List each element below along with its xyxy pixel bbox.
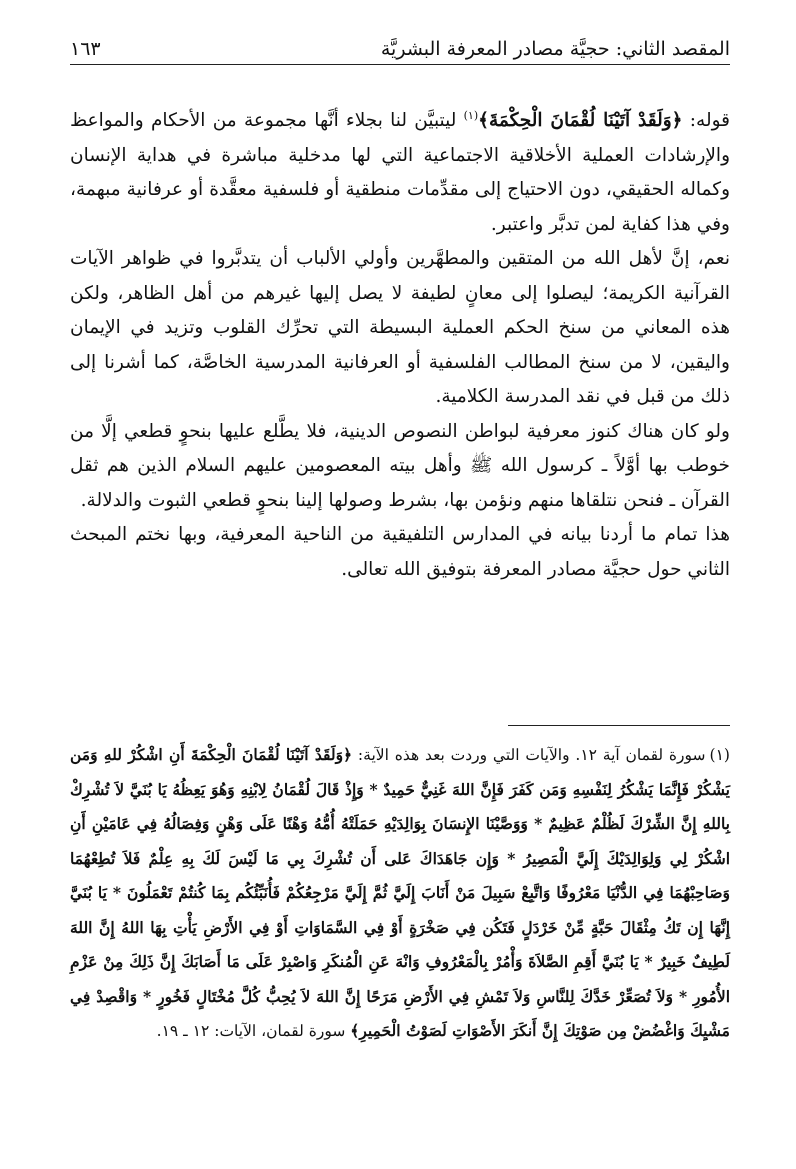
running-header bbox=[70, 26, 730, 65]
paragraph-1 bbox=[70, 104, 730, 242]
header-title: المقصد الثاني: حجيَّة مصادر المعرفة البشريَّة bbox=[380, 38, 730, 60]
footnote-separator bbox=[508, 725, 730, 726]
footnote-outro: سورة لقمان، الآيات: ١٢ ـ ١٩. bbox=[156, 1022, 351, 1040]
footnote-number: (١) bbox=[709, 746, 730, 764]
footnote-text bbox=[70, 738, 730, 1049]
footnote-reference[interactable]: (١) bbox=[463, 108, 479, 122]
quran-quote: ﴿وَلَقَدْ آتَيْنَا لُقْمَانَ الْحِكْمَةَ﴾ bbox=[478, 110, 683, 131]
paragraph-1-lead: قوله: bbox=[682, 110, 730, 131]
page-number: ١٦٣ bbox=[70, 38, 101, 60]
paragraph-4: هذا تمام ما أردنا بيانه في المدارس التلفيقية من الناحية المعرفية، وبها نختم المبحث الثاني حول حجيَّة مصادر المعرفة بتوفيق الله تعالى. bbox=[70, 524, 730, 580]
paragraph-2: نعم، إنَّ لأهل الله من المتقين والمطهَّرين وأولي الألباب أن يتدبَّروا في ظواهر الآيات القرآنية الكريمة؛ ليصلوا إلى معانٍ لطيفة لا يصل إليها غيرهم من أهل الظاهر، ولكن هذه المعاني من سنخ الحكم العملية البسيطة التي تحرِّك القلوب وتزيد في الإيمان واليقين، لا من سنخ المطالب الفلسفية أو العرفانية المدرسية الخاصَّة، كما أشرنا إلى ذلك من قبل في نقد المدرسة الكلامية. bbox=[70, 248, 730, 407]
main-text bbox=[70, 104, 730, 587]
paragraph-1-text: ليتبيَّن لنا بجلاء أنَّها مجموعة من الأحكام والمواعظ والإرشادات العملية الأخلاقية الاجتماعية التي لها مدخلية مباشرة في هداية الإنسان وكماله الحقيقي، دون الاحتياج إلى مقدِّمات منطقية أو فلسفية معقَّدة أو عرفانية مبهمة، وفي هذا كفاية لمن تدبَّر واعتبر. bbox=[70, 110, 730, 235]
footnote-intro: سورة لقمان آية ١٢. والآيات التي وردت بعد هذه الآية: bbox=[352, 746, 706, 764]
footnote bbox=[70, 738, 730, 1049]
footnote-quran-verses: ﴿وَلَقَدْ آتَيْنَا لُقْمَانَ الْحِكْمَةَ أَنِ اشْكُرْ للهِ وَمَن يَشْكُرْ فَإِنَّمَا يَشْكُرُ لِنَفْسِهِ وَمَن كَفَرَ فَإِنَّ اللهَ غَنِيٌّ حَمِيدٌ * وَإِذْ قَالَ لُقْمَانُ لِابْنِهِ وَهُوَ يَعِظُهُ يَا بُنَيَّ لاَ تُشْرِكْ بِاللهِ إِنَّ الشِّرْكَ لَظُلْمٌ عَظِيمٌ * وَوَصَّيْنَا الإِنسَانَ بِوَالِدَيْهِ حَمَلَتْهُ أُمُّهُ وَهْنًا عَلَى وَهْنٍ وَفِصَالُهُ فِي عَامَيْنِ أَنِ اشْكُرْ لِي وَلِوَالِدَيْكَ إِلَيَّ الْمَصِيرُ * وَإِن جَاهَدَاكَ عَلى أَن تُشْرِكَ بِي مَا لَيْسَ لَكَ بِهِ عِلْمٌ فَلاَ تُطِعْهُمَا وَصَاحِبْهُمَا فِي الدُّنْيَا مَعْرُوفًا وَاتَّبِعْ سَبِيلَ مَنْ أَنَابَ إِلَيَّ ثُمَّ إِلَيَّ مَرْجِعُكُمْ فَأُنَبِّئُكُم بِمَا كُنتُمْ تَعْمَلُونَ * يَا بُنَيَّ إِنَّهَا إِن تَكُ مِثْقَالَ حَبَّةٍ مِّنْ خَرْدَلٍ فَتَكُن فِي صَخْرَةٍ أَوْ فِي السَّمَاوَاتِ أَوْ فِي الأَرْضِ يَأْتِ بِهَا اللهُ إِنَّ اللهَ لَطِيفٌ خَبِيرٌ * يَا بُنَيَّ أَقِمِ الصَّلاَةَ وَأْمُرْ بِالْمَعْرُوفِ وَانْهَ عَنِ الْمُنكَرِ وَاصْبِرْ عَلَى مَا أَصَابَكَ إِنَّ ذَلِكَ مِنْ عَزْمِ الأُمُورِ * وَلاَ تُصَعِّرْ خَدَّكَ لِلنَّاسِ وَلاَ تَمْشِ فِي الأَرْضِ مَرَحًا إِنَّ اللهَ لاَ يُحِبُّ كُلَّ مُخْتَالٍ فَخُورٍ * وَاقْصِدْ فِي مَشْيِكَ وَاغْضُضْ مِن صَوْتِكَ إِنَّ أَنكَرَ الأَصْوَاتِ لَصَوْتُ الْحَمِيرِ﴾ bbox=[70, 745, 730, 1040]
paragraph-3: ولو كان هناك كنوز معرفية لبواطن النصوص الدينية، فلا يطَّلع عليها بنحوٍ قطعي إلَّا من خوطب بها أوَّلاً ـ كرسول الله ﷺ وأهل بيته المعصومين عليهم السلام الذين هم ثقل القرآن ـ فنحن نتلقاها منهم ونؤمن بها، بشرط وصولها إلينا بنحوٍ قطعي الثبوت والدلالة. bbox=[70, 420, 730, 511]
